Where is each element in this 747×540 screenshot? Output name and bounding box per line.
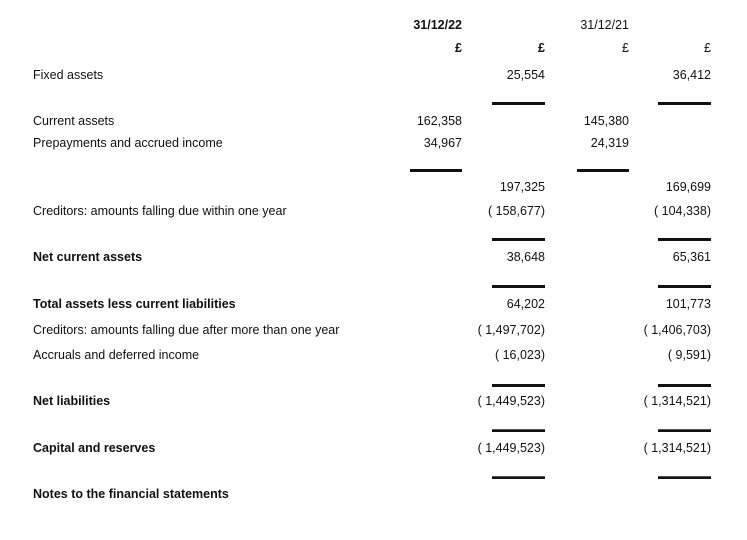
- rule-fixed-2022: [492, 102, 545, 105]
- rule-fixed-2021: [658, 102, 711, 105]
- double-rule-netliab-2022: [492, 429, 545, 432]
- double-rule-capital-2021: [658, 476, 711, 479]
- total-assets-less-2022: 64,202: [506, 297, 545, 311]
- capital-reserves-2022: ( 1,449,523): [477, 441, 545, 455]
- subtotal-2021: 169,699: [665, 180, 711, 194]
- col-2022-total-currency: £: [538, 41, 545, 55]
- prepayments-2022: 34,967: [423, 136, 462, 150]
- fixed-assets-2022: 25,554: [506, 68, 545, 82]
- net-current-assets-label: Net current assets: [33, 250, 143, 264]
- col-2021-sub-currency: £: [622, 41, 629, 55]
- net-liabilities-label: Net liabilities: [33, 394, 111, 408]
- rule-creditors-2021: [658, 238, 711, 241]
- subtotal-2022: 197,325: [499, 180, 545, 194]
- total-assets-less-2021: 101,773: [665, 297, 711, 311]
- prepayments-2021: 24,319: [590, 136, 629, 150]
- rule-accruals-2022: [492, 384, 545, 387]
- capital-reserves-2021: ( 1,314,521): [643, 441, 711, 455]
- rule-sub-2022: [410, 169, 462, 172]
- col-2021-date: 31/12/21: [580, 18, 629, 32]
- double-rule-netliab-2021: [658, 429, 711, 432]
- capital-reserves-label: Capital and reserves: [33, 441, 156, 455]
- rule-nca-2021: [658, 285, 711, 288]
- accruals-label: Accruals and deferred income: [33, 348, 200, 362]
- net-current-assets-2021: 65,361: [672, 250, 711, 264]
- total-assets-less-label: Total assets less current liabilities: [33, 297, 236, 311]
- rule-nca-2022: [492, 285, 545, 288]
- creditors-after-label: Creditors: amounts falling due after more than one year: [33, 323, 340, 337]
- current-assets-2022: 162,358: [416, 114, 462, 128]
- col-2022-date: 31/12/22: [413, 18, 462, 32]
- rule-creditors-2022: [492, 238, 545, 241]
- accruals-2021: ( 9,591): [667, 348, 711, 362]
- creditors-within-2022: ( 158,677): [488, 204, 545, 218]
- net-liabilities-2022: ( 1,449,523): [477, 394, 545, 408]
- creditors-within-label: Creditors: amounts falling due within one year: [33, 204, 287, 218]
- creditors-within-2021: ( 104,338): [654, 204, 711, 218]
- double-rule-capital-2022: [492, 476, 545, 479]
- rule-accruals-2021: [658, 384, 711, 387]
- col-2022-sub-currency: £: [455, 41, 462, 55]
- current-assets-2021: 145,380: [583, 114, 629, 128]
- notes-heading: Notes to the financial statements: [33, 487, 229, 501]
- prepayments-label: Prepayments and accrued income: [33, 136, 223, 150]
- creditors-after-2021: ( 1,406,703): [643, 323, 711, 337]
- net-liabilities-2021: ( 1,314,521): [643, 394, 711, 408]
- col-2021-total-currency: £: [704, 41, 711, 55]
- fixed-assets-label: Fixed assets: [33, 68, 104, 82]
- net-current-assets-2022: 38,648: [506, 250, 545, 264]
- current-assets-label: Current assets: [33, 114, 115, 128]
- rule-sub-2021: [577, 169, 629, 172]
- accruals-2022: ( 16,023): [494, 348, 545, 362]
- fixed-assets-2021: 36,412: [672, 68, 711, 82]
- creditors-after-2022: ( 1,497,702): [477, 323, 545, 337]
